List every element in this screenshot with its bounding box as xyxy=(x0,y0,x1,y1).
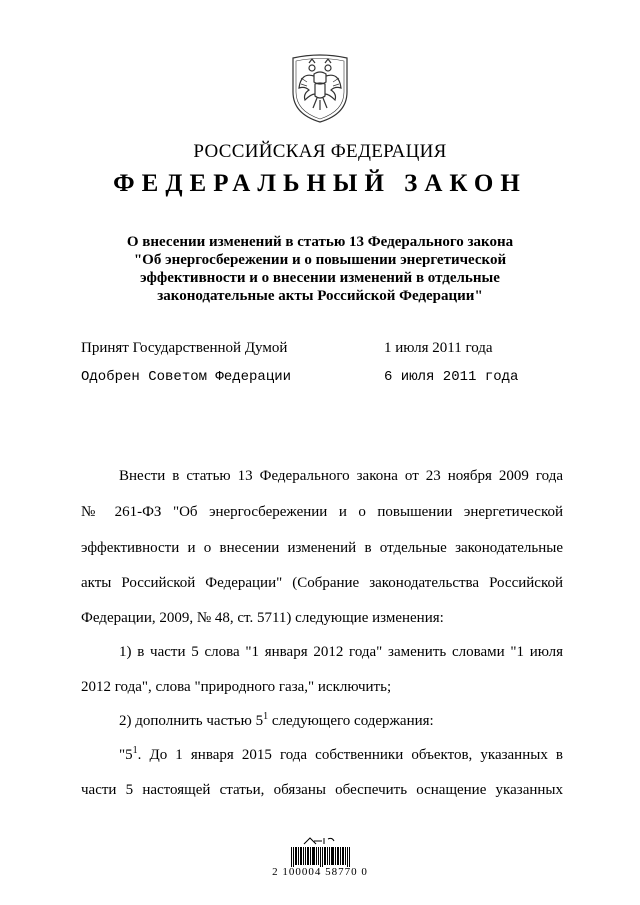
adopted-by-duma-label: Принят Государственной Думой xyxy=(81,340,288,356)
barcode-number: 2 100004 58770 0 xyxy=(272,866,368,878)
superscript: 1 xyxy=(132,745,138,756)
body-line: эффективности и о внесении изменений в отдельные законодательные xyxy=(81,540,563,556)
coat-of-arms-icon xyxy=(285,48,355,124)
document-type-title: ФЕДЕРАЛЬНЫЙ ЗАКОН xyxy=(113,170,527,197)
subject-line: законодательные акты Российской Федерации" xyxy=(157,288,483,304)
body-line: Внести в статью 13 Федерального закона от 23 ноября 2009 года xyxy=(119,468,563,484)
body-text: "5 xyxy=(119,747,133,763)
country-name: РОССИЙСКАЯ ФЕДЕРАЦИЯ xyxy=(193,141,447,162)
superscript: 1 xyxy=(263,711,269,722)
body-line: части 5 настоящей статьи, обязаны обеспечить оснащение указанных xyxy=(81,782,563,798)
approved-by-council-date: 6 июля 2011 года xyxy=(384,369,519,385)
body-line xyxy=(81,747,563,764)
adopted-by-duma-date: 1 июля 2011 года xyxy=(384,340,493,356)
body-line: 1) в части 5 слова "1 января 2012 года" заменить словами "1 июля xyxy=(119,644,563,660)
body-text: . До 1 января 2015 года собственники объектов, указанных в xyxy=(137,747,563,763)
stamp-mark-icon xyxy=(300,836,340,846)
law-subject-title xyxy=(0,233,640,305)
subject-line: "Об энергосбережении и о повышении энергетической xyxy=(133,252,507,268)
subject-line: О внесении изменений в статью 13 Федерального закона xyxy=(126,234,514,250)
barcode-icon xyxy=(291,847,351,867)
body-line: акты Российской Федерации" (Собрание законодательства Российской xyxy=(81,575,563,591)
body-text: 2) дополнить частью 5 xyxy=(119,713,264,729)
body-text: следующего содержания: xyxy=(268,713,434,729)
body-line: № 261-ФЗ "Об энергосбережении и о повышении энергетической xyxy=(81,504,563,520)
body-line: Федерации, 2009, № 48, ст. 5711) следующие изменения: xyxy=(81,610,444,626)
subject-line: эффективности и о внесении изменений в отдельные xyxy=(140,270,500,286)
body-line xyxy=(81,713,563,730)
body-line: 2012 года", слова "природного газа," исключить; xyxy=(81,679,392,695)
approved-by-council-label: Одобрен Советом Федерации xyxy=(81,369,292,385)
